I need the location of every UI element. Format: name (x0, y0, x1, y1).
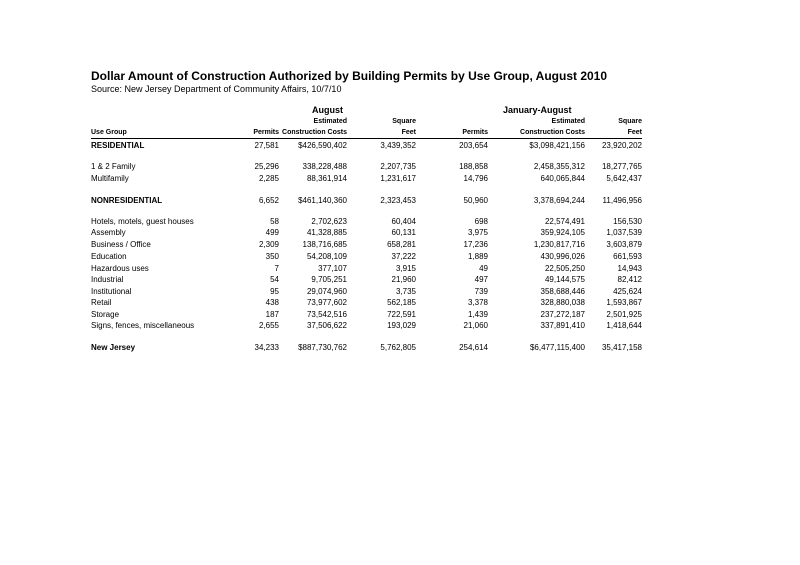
august-permits-cell: 350 (265, 252, 279, 261)
column-header: Permits (253, 129, 279, 136)
august-sqft-cell: 1,231,617 (380, 174, 416, 183)
august-cost-cell: 9,705,251 (311, 275, 347, 284)
august-sqft-cell: 37,222 (391, 252, 416, 261)
ytd-cost-cell: 49,144,575 (544, 275, 585, 284)
august-sqft-cell: 2,323,453 (380, 196, 416, 205)
august-cost-cell: $887,730,762 (298, 343, 347, 352)
use-group-cell: Education (91, 252, 127, 261)
ytd-permits-cell: 1,439 (467, 310, 488, 319)
column-header: Construction Costs (520, 129, 585, 136)
august-sqft-cell: 5,762,805 (380, 343, 416, 352)
ytd-cost-cell: $6,477,115,400 (529, 343, 585, 352)
ytd-permits-cell: 49 (479, 264, 488, 273)
ytd-cost-cell: 337,891,410 (540, 321, 585, 330)
august-sqft-cell: 60,404 (391, 217, 416, 226)
august-permits-cell: 499 (265, 228, 279, 237)
use-group-cell: Multifamily (91, 174, 129, 183)
ytd-sqft-cell: 425,624 (613, 287, 642, 296)
ytd-permits-cell: 1,889 (467, 252, 488, 261)
ytd-sqft-cell: 18,277,765 (601, 162, 642, 171)
ytd-sqft-cell: 1,593,867 (606, 298, 642, 307)
ytd-sqft-cell: 1,418,644 (606, 321, 642, 330)
use-group-cell: 1 & 2 Family (91, 162, 136, 171)
august-cost-cell: 54,208,109 (306, 252, 347, 261)
use-group-cell: Business / Office (91, 240, 151, 249)
august-cost-cell: 138,716,685 (302, 240, 347, 249)
august-permits-cell: 2,309 (258, 240, 279, 249)
august-sqft-cell: 722,591 (387, 310, 416, 319)
august-permits-cell: 438 (265, 298, 279, 307)
august-cost-cell: 73,542,516 (306, 310, 347, 319)
ytd-permits-cell: 188,858 (459, 162, 488, 171)
august-cost-cell: 338,228,488 (302, 162, 347, 171)
ytd-sqft-cell: 11,496,956 (602, 196, 642, 205)
column-header: Permits (462, 129, 488, 136)
august-sqft-cell: 193,029 (387, 321, 416, 330)
august-cost-cell: $461,140,360 (298, 196, 347, 205)
ytd-permits-cell: 50,960 (463, 196, 488, 205)
august-permits-cell: 187 (265, 310, 279, 319)
ytd-permits-cell: 698 (474, 217, 488, 226)
august-permits-cell: 7 (274, 264, 279, 273)
ytd-cost-cell: 237,272,187 (540, 310, 585, 319)
august-cost-cell: 37,506,622 (306, 321, 347, 330)
ytd-permits-cell: 17,236 (463, 240, 488, 249)
august-permits-cell: 58 (270, 217, 279, 226)
use-group-cell: New Jersey (91, 343, 136, 352)
ytd-sqft-cell: 14,943 (617, 264, 642, 273)
ytd-sqft-cell: 156,530 (613, 217, 642, 226)
use-group-cell: NONRESIDENTIAL (91, 196, 163, 205)
ytd-permits-cell: 3,975 (467, 228, 488, 237)
ytd-sqft-cell: 35,417,158 (601, 343, 642, 352)
august-cost-cell: 377,107 (318, 264, 347, 273)
august-permits-cell: 6,652 (258, 196, 279, 205)
column-header: Estimated (551, 118, 585, 125)
ytd-permits-cell: 14,796 (463, 174, 488, 183)
ytd-cost-cell: 430,996,026 (540, 252, 585, 261)
column-header: Estimated (313, 118, 347, 125)
ytd-sqft-cell: 1,037,539 (606, 228, 642, 237)
ytd-cost-cell: 358,688,446 (540, 287, 585, 296)
use-group-cell: RESIDENTIAL (91, 141, 145, 150)
use-group-cell: Signs, fences, miscellaneous (91, 321, 195, 330)
ytd-cost-cell: 22,574,491 (544, 217, 585, 226)
ytd-permits-cell: 739 (474, 287, 488, 296)
august-cost-cell: $426,590,402 (298, 141, 347, 150)
ytd-sqft-cell: 661,593 (613, 252, 642, 261)
ytd-permits-cell: 203,654 (459, 141, 488, 150)
column-header: Construction Costs (282, 129, 347, 136)
ytd-permits-cell: 21,060 (463, 321, 488, 330)
header-rule (91, 138, 642, 139)
group-header-august: August (312, 105, 343, 115)
column-header: Feet (401, 129, 416, 136)
ytd-permits-cell: 3,378 (467, 298, 488, 307)
august-permits-cell: 54 (270, 275, 279, 284)
ytd-sqft-cell: 5,642,437 (606, 174, 642, 183)
august-sqft-cell: 658,281 (387, 240, 416, 249)
ytd-cost-cell: 2,458,355,312 (533, 162, 585, 171)
august-sqft-cell: 3,735 (395, 287, 416, 296)
report-source: Source: New Jersey Department of Community Affairs, 10/7/10 (91, 84, 342, 94)
ytd-sqft-cell: 82,412 (617, 275, 642, 284)
column-header: Use Group (91, 129, 127, 136)
august-permits-cell: 95 (270, 287, 279, 296)
august-permits-cell: 34,233 (254, 343, 279, 352)
use-group-cell: Institutional (91, 287, 132, 296)
ytd-cost-cell: 1,230,817,716 (533, 240, 585, 249)
use-group-cell: Hotels, motels, guest houses (91, 217, 194, 226)
column-header: Square (392, 118, 416, 125)
august-cost-cell: 88,361,914 (306, 174, 347, 183)
august-permits-cell: 25,296 (254, 162, 279, 171)
ytd-sqft-cell: 23,920,202 (601, 141, 642, 150)
column-header: Square (618, 118, 642, 125)
use-group-cell: Storage (91, 310, 120, 319)
column-header: Feet (627, 129, 642, 136)
august-sqft-cell: 2,207,735 (380, 162, 416, 171)
august-permits-cell: 2,285 (258, 174, 279, 183)
ytd-permits-cell: 254,614 (459, 343, 488, 352)
ytd-sqft-cell: 2,501,925 (606, 310, 642, 319)
august-sqft-cell: 60,131 (391, 228, 416, 237)
august-cost-cell: 29,074,960 (306, 287, 347, 296)
august-cost-cell: 41,328,885 (306, 228, 347, 237)
report-title: Dollar Amount of Construction Authorized by Building Permits by Use Group, August 2010 (91, 69, 608, 83)
august-cost-cell: 73,977,602 (306, 298, 347, 307)
use-group-cell: Hazardous uses (91, 264, 149, 273)
august-permits-cell: 2,655 (258, 321, 279, 330)
ytd-cost-cell: 359,924,105 (540, 228, 585, 237)
august-sqft-cell: 21,960 (391, 275, 416, 284)
ytd-cost-cell: 640,065,844 (540, 174, 585, 183)
ytd-cost-cell: 3,378,694,244 (533, 196, 585, 205)
use-group-cell: Industrial (91, 275, 124, 284)
ytd-cost-cell: $3,098,421,156 (529, 141, 585, 150)
august-sqft-cell: 3,915 (395, 264, 416, 273)
ytd-cost-cell: 328,880,038 (540, 298, 585, 307)
group-header-year-to-date: January-August (503, 105, 572, 115)
august-sqft-cell: 562,185 (387, 298, 416, 307)
use-group-cell: Retail (91, 298, 112, 307)
august-sqft-cell: 3,439,352 (380, 141, 416, 150)
ytd-permits-cell: 497 (474, 275, 488, 284)
ytd-sqft-cell: 3,603,879 (606, 240, 642, 249)
ytd-cost-cell: 22,505,250 (544, 264, 585, 273)
august-cost-cell: 2,702,623 (311, 217, 347, 226)
use-group-cell: Assembly (91, 228, 126, 237)
august-permits-cell: 27,581 (254, 141, 279, 150)
